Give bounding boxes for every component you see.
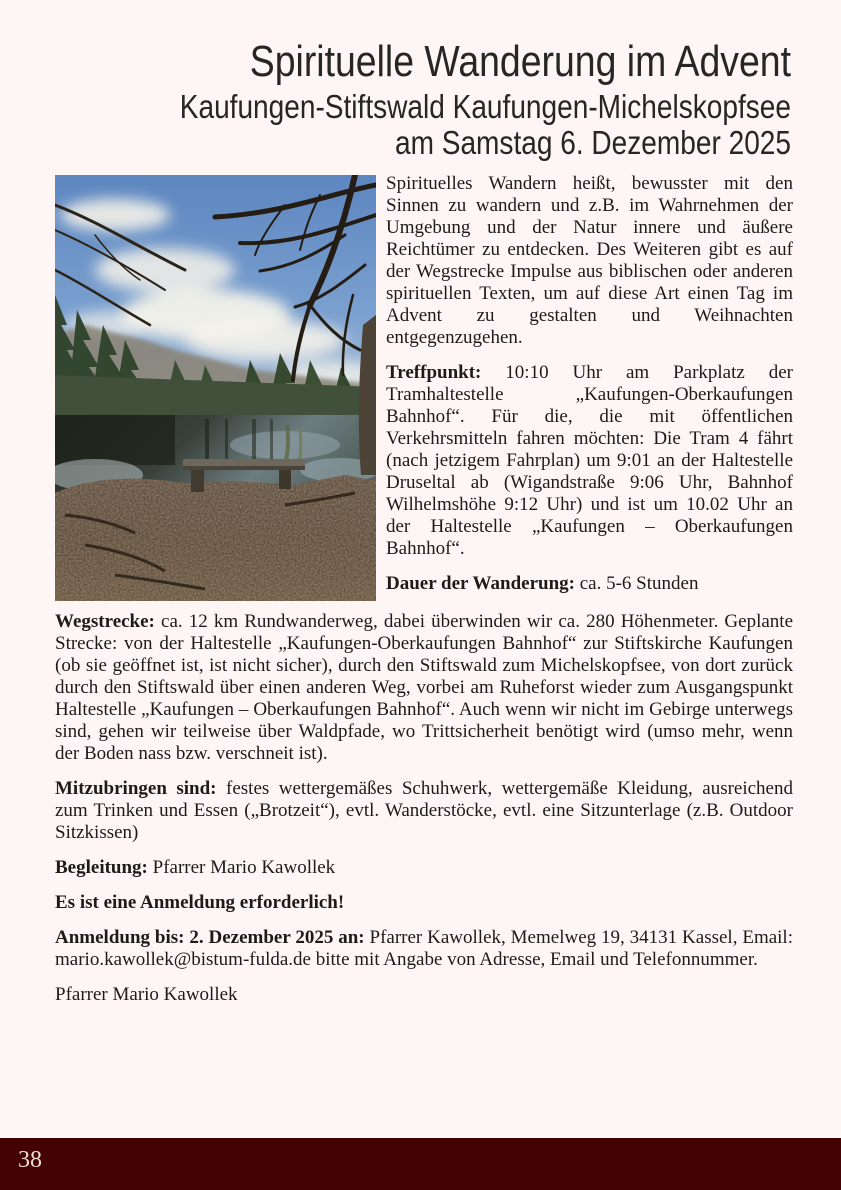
anmeldung-label: Anmeldung bis: 2. Dezember 2025 an: bbox=[55, 927, 365, 948]
begleitung-text: Pfarrer Mario Kawollek bbox=[152, 857, 336, 878]
mitzubringen-label: Mitzubringen sind: bbox=[55, 778, 217, 799]
dauer-label: Dauer der Wanderung: bbox=[386, 573, 575, 594]
footer-bar bbox=[0, 1138, 841, 1190]
dauer-text: ca. 5-6 Stunden bbox=[579, 573, 699, 594]
intro-text: Spirituelles Wandern heißt, bewusster mit den Sinnen zu wandern und z.B. im Wahrnehmen der Umgebung und der Natur innere und äußere Reichtümer zu entdecken. Des Weiteren gibt es auf der Wegstrecke Impulse aus biblischen oder anderen spirituellen Texten, um auf diese Art einen Tag im Advent zu gestalten und Weihnachten entgegenzugehen. bbox=[386, 173, 793, 348]
begleitung-label: Begleitung: bbox=[55, 857, 148, 878]
wegstrecke-text: ca. 12 km Rundwanderweg, dabei überwinden wir ca. 280 Höhenmeter. Geplante Strecke: von der Haltestelle „Kaufungen-Oberkaufungen Bahnhof“ zur Stiftskirche Kaufungen (ob sie geöffnet ist, ist nicht sicher), durch den Stiftswald zum Michelskopfsee, von dort zurück durch den Stiftswald über einen anderen Weg, vorbei am Ruheforst wieder zum Ausgangspunkt Haltestelle „Kaufungen – Oberkaufungen Bahnhof“. Auch wenn wir nicht im Gebirge unterwegs sind, gehen wir teilweise über Waldpfade, wo Trittsicherheit benötigt wird (umso mehr, wenn der Boden nass bzw. verschneit ist). bbox=[55, 611, 794, 764]
title-block bbox=[0, 0, 841, 169]
page-number: 38 bbox=[18, 1147, 42, 1173]
paragraph-anmeldung bbox=[55, 927, 793, 971]
page-title: Spirituelle Wanderung im Advent bbox=[249, 37, 791, 86]
article-body bbox=[0, 169, 841, 1006]
paragraph-anmeldung-hinweis bbox=[55, 892, 793, 914]
paragraph-wegstrecke bbox=[55, 611, 793, 765]
anmeldung-hinweis-text: Es ist eine Anmeldung erforderlich! bbox=[55, 892, 345, 913]
paragraph-begleitung bbox=[55, 857, 793, 879]
anmeldung-text: Pfarrer Kawollek, Memelweg 19, 34131 Kassel, Email: mario.kawollek@bistum-fulda.de bitte mit Angabe von Adresse, Email und Telefonnummer. bbox=[55, 927, 793, 970]
wegstrecke-label: Wegstrecke: bbox=[55, 611, 155, 632]
signatur-text: Pfarrer Mario Kawollek bbox=[55, 984, 238, 1005]
treffpunkt-label: Treffpunkt: bbox=[386, 362, 482, 383]
lake-photo bbox=[55, 175, 376, 601]
mitzubringen-text: festes wettergemäßes Schuhwerk, wettergemäße Kleidung, ausreichend zum Trinken und Essen („Brotzeit“), evtl. Wanderstöcke, evtl. eine Sitzunterlage (z.B. Outdoor Sitzkissen) bbox=[55, 778, 793, 843]
paragraph-signatur bbox=[55, 984, 793, 1006]
page-subtitle-route: Kaufungen-Stiftswald Kaufungen-Michelskopfsee bbox=[179, 88, 792, 125]
paragraph-mitzubringen bbox=[55, 778, 793, 844]
ground-leaf-speckle bbox=[55, 475, 376, 601]
lake-photo-illustration bbox=[55, 175, 376, 601]
page-subtitle-date: am Samstag 6. Dezember 2025 bbox=[394, 124, 791, 161]
treffpunkt-text: 10:10 Uhr am Parkplatz der Tramhaltestelle „Kaufungen-Oberkaufungen Bahnhof“. Für die, die mit öffentlichen Verkehrsmitteln fahren möchten: Die Tram 4 fährt (nach jetzigem Fahrplan) um 9:01 an der Haltestelle Druseltal ab (Wigandstraße 9:06 Uhr, Bahnhof Wilhelmshöhe 9:12 Uhr) und ist um 10.02 Uhr an der Haltestelle „Kaufungen – Oberkaufungen Bahnhof“. bbox=[386, 362, 793, 559]
